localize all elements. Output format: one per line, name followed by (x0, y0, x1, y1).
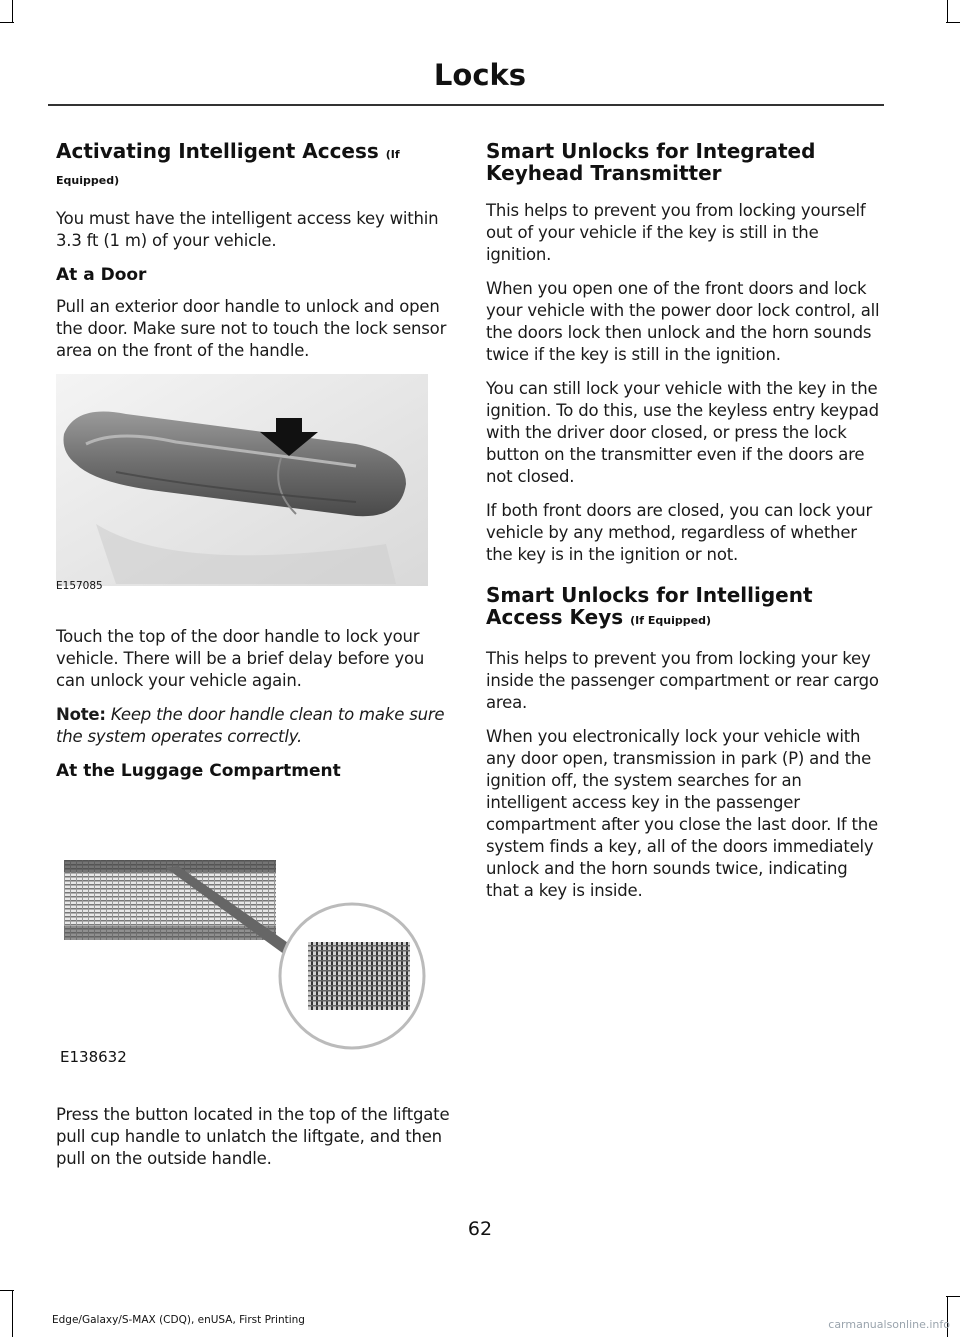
paragraph: You can still lock your vehicle with the key in the ignition. To do this, use the keyless entry keypad with the driver door closed, or press the lock button on the transmitter even if the doors are not closed. (486, 379, 879, 486)
liftgate-handle-illustration (56, 860, 428, 1060)
crop-mark (12, 0, 13, 22)
crop-mark (0, 1290, 14, 1291)
left-column (56, 140, 452, 1182)
crop-mark (0, 22, 14, 23)
paragraph: This helps to prevent you from locking yourself out of your vehicle if the key is still in the ignition. (486, 201, 866, 264)
figure-code: E157085 (56, 580, 103, 592)
heading-qualifier: (If Equipped) (630, 614, 711, 627)
lock-paragraph: Touch the top of the door handle to lock your vehicle. There will be a brief delay before you can unlock your vehicle again. (56, 627, 425, 690)
section-heading-integrated-keyhead: Smart Unlocks for Integrated Keyhead Transmitter (486, 139, 816, 185)
note-text: Keep the door handle clean to make sure the system operates correctly. (56, 705, 445, 746)
subheading-luggage: At the Luggage Compartment (56, 761, 341, 781)
door-handle-illustration (56, 374, 428, 586)
edition-label: Edge/Galaxy/S-MAX (CDQ), enUSA, First Printing (52, 1314, 305, 1326)
door-paragraph: Pull an exterior door handle to unlock and open the door. Make sure not to touch the lock sensor area on the front of the handle. (56, 297, 447, 360)
figure-door-handle (56, 374, 428, 610)
header-divider (48, 104, 884, 106)
paragraph: If both front doors are closed, you can lock your vehicle by any method, regardless of whether the key is in the ignition or not. (486, 501, 873, 564)
crop-mark (946, 22, 960, 23)
crop-mark (12, 1290, 13, 1337)
page-number: 62 (467, 1218, 493, 1240)
section-heading-intelligent-access-keys: Smart Unlocks for Intelligent Access Keys (If Equipped) (486, 583, 813, 629)
figure-code: E138632 (60, 1048, 127, 1066)
paragraph: When you electronically lock your vehicle with any door open, transmission in park (P) and the ignition off, the system searches for an intelligent access key in the passenger compartment after you close the last door. If the system finds a key, all of the doors immediately unlock and the horn sounds twice, indicating that a key is inside. (486, 727, 879, 900)
heading-qualifier: (If Equipped) (56, 148, 400, 187)
page-title: Locks (433, 58, 527, 92)
crop-mark (947, 0, 948, 22)
crop-mark (946, 1296, 960, 1297)
site-watermark[interactable]: carmanualsonline.info (828, 1318, 950, 1331)
section-heading-activating: Activating Intelligent Access (If Equipped) (56, 139, 400, 187)
note-paragraph (56, 704, 452, 748)
paragraph: This helps to prevent you from locking your key inside the passenger compartment or rear cargo area. (486, 649, 879, 712)
subheading-at-a-door: At a Door (56, 265, 147, 285)
right-column (486, 140, 882, 914)
note-label: Note: (56, 705, 106, 724)
paragraph: When you open one of the front doors and lock your vehicle with the power door lock control, all the doors lock then unlock and the horn sounds twice if the key is still in the ignition. (486, 279, 880, 364)
intro-paragraph: You must have the intelligent access key within 3.3 ft (1 m) of your vehicle. (56, 209, 439, 250)
liftgate-paragraph: Press the button located in the top of the liftgate pull cup handle to unlatch the liftgate, and then pull on the outside handle. (56, 1105, 450, 1168)
figure-liftgate-handle (56, 860, 428, 1088)
